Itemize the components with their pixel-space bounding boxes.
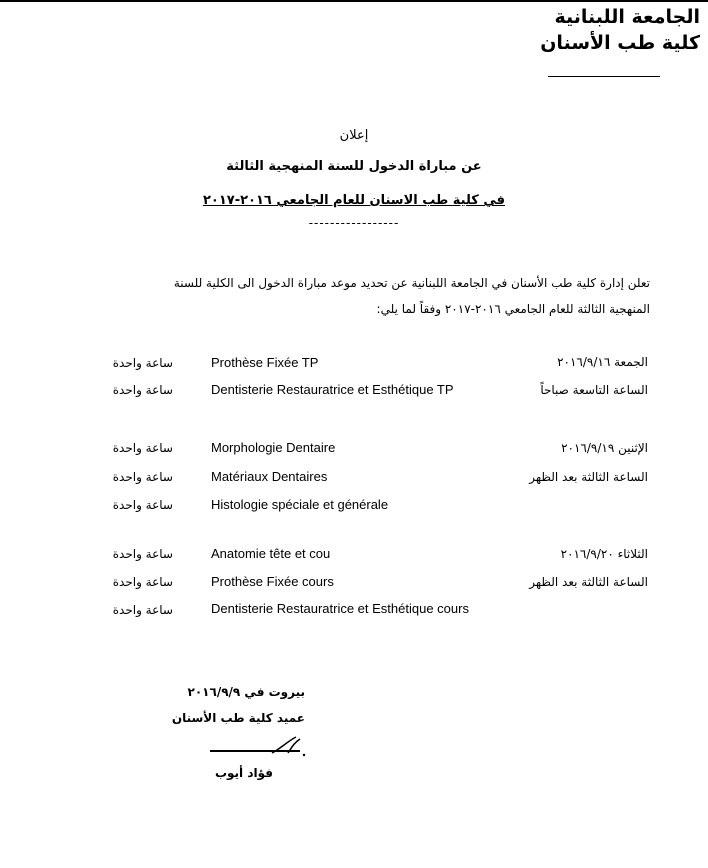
schedule-duration: ساعة واحدة [112,498,173,512]
schedule-time: الساعة الثالثة بعد الظهر [529,575,648,589]
schedule-duration: ساعة واحدة [112,383,173,397]
schedule-duration: ساعة واحدة [112,356,173,370]
schedule-duration: ساعة واحدة [112,441,173,455]
schedule-course: Dentisterie Restauratrice et Esthétique cours [211,601,469,616]
schedule-duration: ساعة واحدة [112,603,173,617]
schedule-duration: ساعة واحدة [112,470,173,484]
schedule-course: Prothèse Fixée TP [211,355,319,370]
schedule-time: الساعة الثالثة بعد الظهر [529,470,648,484]
schedule-course: Histologie spéciale et générale [211,497,389,512]
schedule-duration: ساعة واحدة [112,575,173,589]
schedule-course: Morphologie Dentaire [211,440,336,455]
schedule-duration: ساعة واحدة [112,547,173,561]
announcement-separator: ----------------- [308,216,400,230]
schedule-day: الإثنين ٢٠١٦/٩/١٩ [561,441,648,455]
schedule-course: Matériaux Dentaires [211,469,328,484]
university-name: الجامعة اللبنانية [554,6,700,28]
signature-place-date: بيروت في ٢٠١٦/٩/٩ [187,685,305,699]
top-border [0,0,708,2]
schedule-course: Prothèse Fixée cours [211,574,334,589]
schedule-day: الجمعة ٢٠١٦/٩/١٦ [557,355,648,369]
schedule-course: Dentisterie Restauratrice et Esthétique TP [211,382,454,397]
announcement-subtitle: عن مباراة الدخول للسنة المنهجية الثالثة [226,159,482,174]
schedule-time: الساعة التاسعة صباحاً [540,383,648,397]
signature-title: عميد كلية طب الأسنان [171,711,305,725]
handwritten-signature [270,735,310,759]
schedule-course: Anatomie tête et cou [211,546,331,561]
faculty-name: كلية طب الأسنان [540,32,700,54]
announcement-title: إعلان [339,128,369,143]
signature-name: فؤاد أيوب [214,766,273,780]
intro-line-2: المنهجية الثالثة للعام الجامعي ٢٠١٦-٢٠١٧ وفقاً لما يلي: [376,302,650,316]
schedule-day: الثلاثاء ٢٠١٦/٩/٢٠ [560,547,648,561]
intro-line-1: تعلن إدارة كلية طب الأسنان في الجامعة اللبنانية عن تحديد موعد مباراة الدخول الى الكلية للسنة [173,276,650,290]
header-divider [548,76,660,77]
announcement-year-line: في كلية طب الاسنان للعام الجامعي ٢٠١٦-٢٠١٧ [202,193,506,208]
